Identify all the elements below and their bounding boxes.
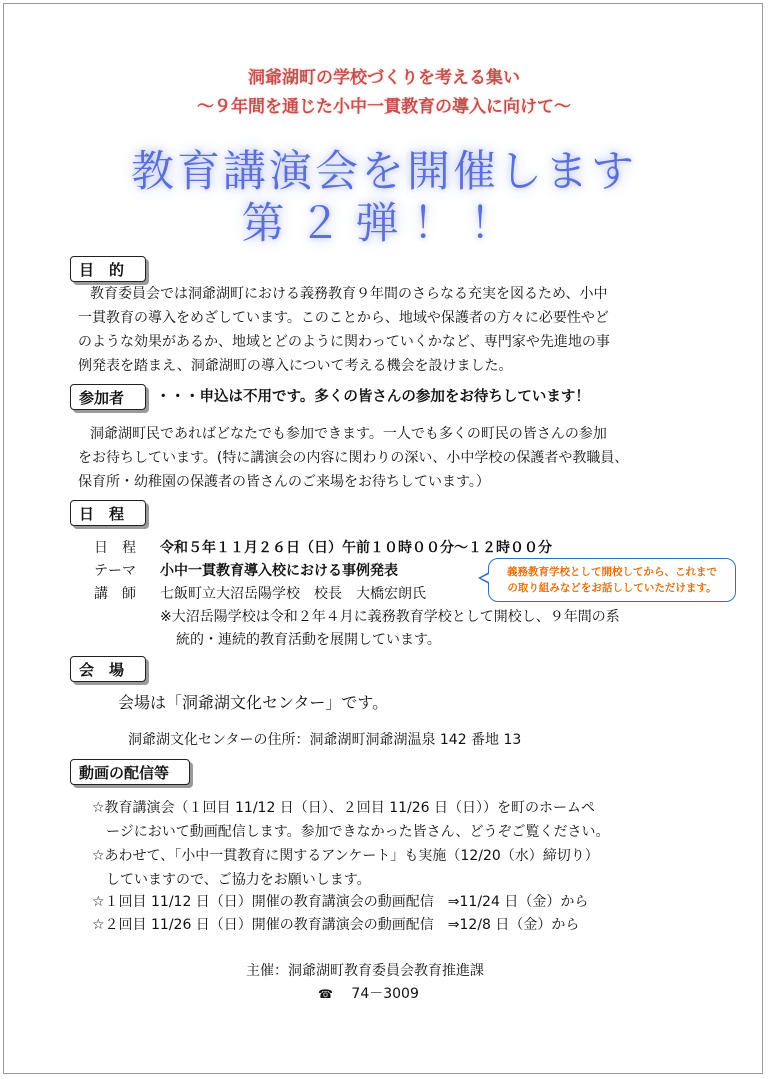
phone-number: 74－3009 xyxy=(351,986,419,1002)
participants-line: 洞爺湖町民であればどなたでも参加できます。一人でも多くの町民の皆さんの参加 xyxy=(90,426,607,442)
school-note: ※大沼岳陽学校は令和２年４月に義務教育学校として開校し、９年間の系 xyxy=(160,609,620,625)
participants-line: 保育所・幼稚園の保護者の皆さんのご来場をお待ちしています。） xyxy=(78,474,490,490)
date-label: 日 程 xyxy=(94,540,136,556)
venue-address: 洞爺湖文化センターの住所：洞爺湖町洞爺湖温泉 142 番地 13 xyxy=(128,732,522,748)
video-line: ☆教育講演会（１回目 11/12 日（日）、２回目 11/26 日（日））を町のホームペ xyxy=(92,800,596,816)
event-tagline: ～９年間を通じた小中一貫教育の導入に向けて～ xyxy=(197,97,571,117)
video-label: 動画の配信等 xyxy=(70,759,190,785)
venue-name: 会場は「洞爺湖文化センター」です。 xyxy=(118,693,389,712)
date-value: 令和５年１１月２６日（日）午前１０時００分～１２時００分 xyxy=(160,540,552,556)
purpose-label: 目 的 xyxy=(70,256,146,282)
callout-line: 義務教育学校として開校してから、これまで xyxy=(507,566,717,578)
phone-line xyxy=(318,982,419,1006)
participants-label: 参加者 xyxy=(70,384,146,410)
video-line: ージにおいて動画配信します。参加できなかった皆さん、どうぞご覧ください。 xyxy=(106,824,610,840)
video-line: ☆２回目 11/26 日（日）開催の教育講演会の動画配信 ⇒12/8 日（金）から xyxy=(92,917,580,933)
speaker-callout xyxy=(488,558,736,602)
venue-label: 会 場 xyxy=(70,656,146,682)
callout-pointer-fill xyxy=(481,574,489,582)
purpose-line: 例発表を踏まえ、洞爺湖町の導入について考える機会を設けました。 xyxy=(78,358,513,374)
page-title-second-line: 第２弾！！ xyxy=(241,199,527,249)
purpose-line: 教育委員会では洞爺湖町における義務教育９年間のさらなる充実を図るため、小中 xyxy=(90,286,608,302)
theme-value: 小中一貫教育導入校における事例発表 xyxy=(160,563,398,579)
lecturer-value: 七飯町立大沼岳陽学校 校長 大橋宏朗氏 xyxy=(160,586,426,602)
page-title: 教育講演会を開催します xyxy=(131,147,637,197)
participants-line: をお待ちしています。(特に講演会の内容に関わりの深い、小中学校の保護者や教職員、 xyxy=(78,450,629,466)
schedule-label: 日 程 xyxy=(70,500,146,526)
callout-line: の取り組みなどをお話ししていただけます。 xyxy=(507,582,717,594)
video-line: ☆１回目 11/12 日（日）開催の教育講演会の動画配信 ⇒11/24 日（金）から xyxy=(92,894,589,910)
participants-headline: ・・・申込は不用です。多くの皆さんの参加をお待ちしています！ xyxy=(156,389,590,405)
video-line: ☆あわせて、「小中一貫教育に関するアンケート」も実施（12/20（水）締切り） xyxy=(92,848,599,864)
lecturer-label: 講 師 xyxy=(94,586,136,602)
purpose-line: のような効果があるか、地域とどのように関わっていくかなど、専門家や先進地の事 xyxy=(78,334,610,350)
video-line: していますので、ご協力をお願いします。 xyxy=(106,872,371,888)
event-subtitle: 洞爺湖町の学校づくりを考える集い xyxy=(248,68,520,88)
school-note: 統的・連続的教育活動を展開しています。 xyxy=(176,632,441,648)
purpose-line: 一貫教育の導入をめざしています。このことから、地域や保護者の方々に必要性やど xyxy=(78,310,609,326)
theme-label: テーマ xyxy=(94,563,136,579)
telephone-icon: ☎ xyxy=(318,987,333,1001)
organizer: 主催：洞爺湖町教育委員会教育推進課 xyxy=(246,963,484,979)
